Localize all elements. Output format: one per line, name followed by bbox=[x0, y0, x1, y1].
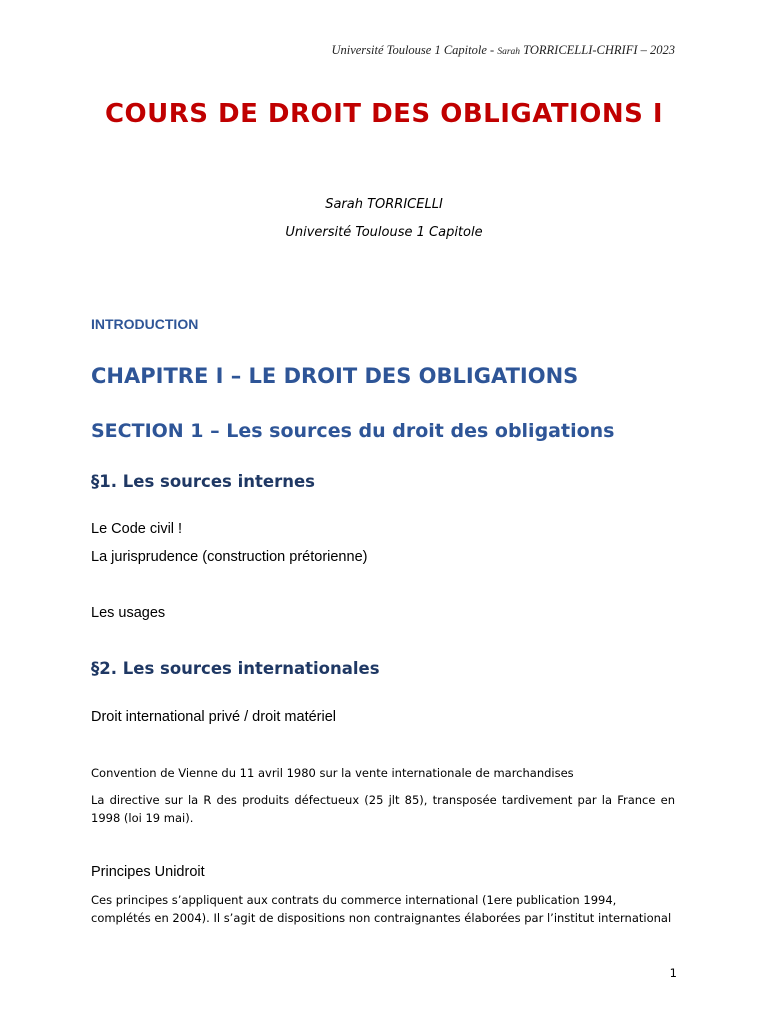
header-university: Université Toulouse 1 Capitole - bbox=[331, 43, 495, 57]
source-code-civil: Le Code civil ! bbox=[91, 521, 183, 537]
dip-subheading: Droit international privé / droit matériel bbox=[91, 709, 336, 725]
vienna-convention-text: Convention de Vienne du 11 avril 1980 sur la vente internationale de marchandises bbox=[91, 766, 574, 780]
author-affiliation: Université Toulouse 1 Capitole bbox=[285, 225, 483, 240]
document-title: COURS DE DROIT DES OBLIGATIONS I bbox=[104, 99, 664, 129]
paragraph1-heading: §1. Les sources internes bbox=[91, 472, 315, 491]
source-usages: Les usages bbox=[91, 605, 166, 621]
unidroit-text: Ces principes s’appliquent aux contrats du commerce international (1ere publication 1994, complétés en 2004). Il s’agit de dispositions non contraignantes élaborées par l’institut international bbox=[91, 893, 672, 925]
source-jurisprudence: La jurisprudence (construction prétorienne) bbox=[91, 549, 368, 565]
header-author-rest: TORRICELLI-CHRIFI – 2023 bbox=[523, 43, 675, 57]
directive-text: La directive sur la R des produits défectueux (25 jlt 85), transposée tardivement par la France en 1998 (loi 19 mai). bbox=[91, 793, 675, 825]
section-heading: SECTION 1 – Les sources du droit des obligations bbox=[91, 420, 615, 442]
running-header bbox=[331, 43, 675, 58]
chapter-heading: CHAPITRE I – LE DROIT DES OBLIGATIONS bbox=[91, 364, 579, 388]
paragraph2-heading: §2. Les sources internationales bbox=[91, 659, 380, 678]
header-author-first: Sarah bbox=[497, 47, 521, 57]
author-name: Sarah TORRICELLI bbox=[325, 197, 443, 212]
introduction-heading: INTRODUCTION bbox=[91, 316, 199, 332]
unidroit-title: Principes Unidroit bbox=[91, 864, 205, 880]
page-number: 1 bbox=[669, 966, 677, 980]
